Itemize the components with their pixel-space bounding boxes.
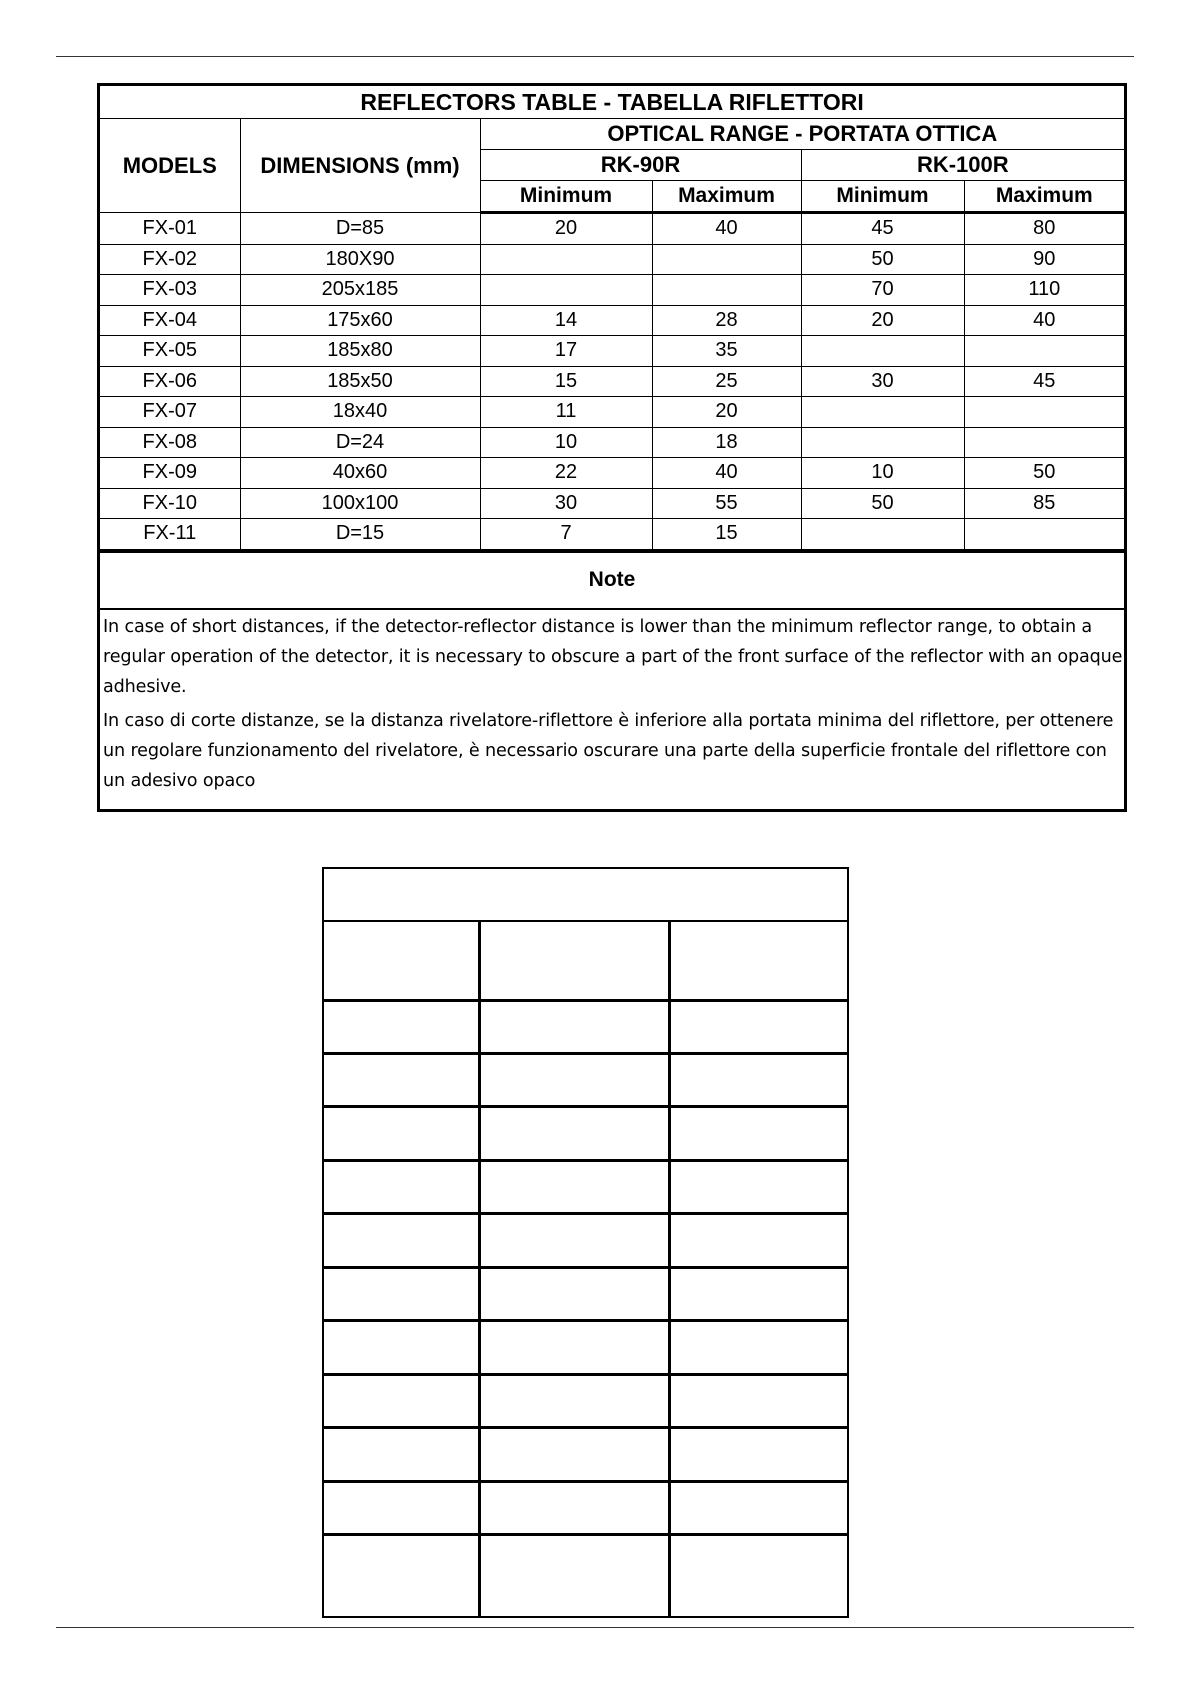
empty-table-row-divider — [324, 1159, 847, 1162]
header-rule — [56, 56, 1134, 57]
table-cell-model: FX-10 — [100, 488, 240, 519]
table-cell-dim: 40x60 — [240, 458, 480, 489]
table-row — [100, 519, 1124, 550]
table-cell-a-max: 28 — [652, 305, 801, 336]
table-cell-a-min — [480, 244, 652, 275]
empty-table-row-divider — [324, 1533, 847, 1536]
table-cell-dim: 100x100 — [240, 488, 480, 519]
table-cell-b-max: 50 — [964, 458, 1124, 489]
table-cell-dim: D=85 — [240, 213, 480, 245]
table-cell-model: FX-04 — [100, 305, 240, 336]
table-cell-b-max: 110 — [964, 275, 1124, 306]
empty-table-header — [324, 869, 847, 922]
table-cell-a-min: 10 — [480, 427, 652, 458]
table-cell-model: FX-07 — [100, 397, 240, 428]
table-cell-b-max — [964, 519, 1124, 550]
table-cell-b-max: 85 — [964, 488, 1124, 519]
table-cell-dim: 205x185 — [240, 275, 480, 306]
table-row — [100, 458, 1124, 489]
table-cell-model: FX-03 — [100, 275, 240, 306]
table-cell-a-max: 55 — [652, 488, 801, 519]
table-cell-a-max: 18 — [652, 427, 801, 458]
empty-table-column-divider — [668, 922, 671, 1616]
footer-rule — [56, 1627, 1134, 1628]
empty-table-row-divider — [324, 1426, 847, 1429]
table-cell-a-min: 20 — [480, 213, 652, 245]
table-cell-b-min: 30 — [801, 366, 964, 397]
table-cell-b-max: 45 — [964, 366, 1124, 397]
table-cell-model: FX-08 — [100, 427, 240, 458]
table-cell-dim: D=24 — [240, 427, 480, 458]
table-cell-a-min: 17 — [480, 336, 652, 367]
note-heading: Note — [100, 550, 1124, 610]
table-row — [100, 336, 1124, 367]
table-cell-a-max: 15 — [652, 519, 801, 550]
table-cell-a-min: 7 — [480, 519, 652, 550]
table-cell-dim: 18x40 — [240, 397, 480, 428]
table-cell-a-min: 14 — [480, 305, 652, 336]
table-cell-dim: 185x80 — [240, 336, 480, 367]
table-row — [100, 488, 1124, 519]
empty-table-row-divider — [324, 1052, 847, 1055]
table-cell-a-min: 11 — [480, 397, 652, 428]
table-cell-b-min: 20 — [801, 305, 964, 336]
col-header-models: MODELS — [100, 119, 240, 213]
table-cell-b-min — [801, 397, 964, 428]
table-cell-b-min: 70 — [801, 275, 964, 306]
table-cell-b-max — [964, 397, 1124, 428]
reflectors-table-block — [97, 83, 1127, 812]
empty-table-column-divider — [478, 922, 481, 1616]
table-cell-b-min: 50 — [801, 244, 964, 275]
table-cell-model: FX-02 — [100, 244, 240, 275]
table-cell-b-min — [801, 519, 964, 550]
empty-table-row-divider — [324, 1212, 847, 1215]
col-header-rk-100r: RK-100R — [801, 150, 1124, 181]
table-cell-b-min — [801, 427, 964, 458]
table-cell-a-max — [652, 244, 801, 275]
table-cell-a-min: 30 — [480, 488, 652, 519]
col-header-dimensions: DIMENSIONS (mm) — [240, 119, 480, 213]
table-cell-a-max: 25 — [652, 366, 801, 397]
note-italian: In caso di corte distanze, se la distanza rivelatore-riflettore è inferiore alla portata minima del riflettore, per ottenere un regolare funzionamento del rivelatore, è necessario oscurare una parte della superficie frontale del riflettore con un adesivo opaco — [103, 710, 1114, 791]
empty-table-row-divider — [324, 1319, 847, 1322]
col-header-rk100r-minimum: Minimum — [801, 181, 964, 213]
table-cell-dim: D=15 — [240, 519, 480, 550]
table-cell-model: FX-09 — [100, 458, 240, 489]
table-row — [100, 213, 1124, 245]
table-cell-a-max — [652, 275, 801, 306]
col-header-optical-range: OPTICAL RANGE - PORTATA OTTICA — [480, 119, 1124, 150]
table-row — [100, 397, 1124, 428]
table-cell-dim: 185x50 — [240, 366, 480, 397]
table-title: REFLECTORS TABLE - TABELLA RIFLETTORI — [100, 86, 1124, 119]
table-cell-model: FX-01 — [100, 213, 240, 245]
table-cell-a-min: 15 — [480, 366, 652, 397]
table-cell-b-min: 50 — [801, 488, 964, 519]
table-cell-dim: 175x60 — [240, 305, 480, 336]
table-cell-a-min — [480, 275, 652, 306]
reflectors-table — [100, 86, 1124, 550]
empty-table-row-divider — [324, 1105, 847, 1108]
empty-table-row-divider — [324, 1373, 847, 1376]
col-header-rk90r-maximum: Maximum — [652, 181, 801, 213]
note-english: In case of short distances, if the detector-reflector distance is lower than the minimum reflector range, to obtain a regular operation of the detector, it is necessary to obscure a part of the front surface of the reflector with an opaque adhesive. — [103, 616, 1123, 697]
table-cell-b-min: 45 — [801, 213, 964, 245]
table-cell-a-max: 40 — [652, 458, 801, 489]
table-cell-a-max: 35 — [652, 336, 801, 367]
table-cell-model: FX-06 — [100, 366, 240, 397]
reflectors-table-body — [100, 213, 1124, 550]
table-row — [100, 427, 1124, 458]
table-cell-b-max: 40 — [964, 305, 1124, 336]
col-header-rk100r-maximum: Maximum — [964, 181, 1124, 213]
empty-table-row-divider — [324, 1480, 847, 1483]
col-header-rk90r-minimum: Minimum — [480, 181, 652, 213]
table-row — [100, 305, 1124, 336]
table-cell-b-max: 90 — [964, 244, 1124, 275]
table-cell-b-max: 80 — [964, 213, 1124, 245]
table-cell-a-max: 40 — [652, 213, 801, 245]
empty-table-row-divider — [324, 1266, 847, 1269]
table-cell-b-max — [964, 427, 1124, 458]
table-cell-b-max — [964, 336, 1124, 367]
table-cell-b-min: 10 — [801, 458, 964, 489]
table-cell-b-min — [801, 336, 964, 367]
table-cell-model: FX-05 — [100, 336, 240, 367]
table-cell-model: FX-11 — [100, 519, 240, 550]
table-row — [100, 366, 1124, 397]
empty-table-row-divider — [324, 999, 847, 1002]
table-row — [100, 275, 1124, 306]
table-row — [100, 244, 1124, 275]
table-cell-a-max: 20 — [652, 397, 801, 428]
col-header-rk-90r: RK-90R — [480, 150, 801, 181]
note-text — [100, 610, 1124, 796]
empty-table-grid — [322, 867, 849, 1618]
table-cell-dim: 180X90 — [240, 244, 480, 275]
table-cell-a-min: 22 — [480, 458, 652, 489]
